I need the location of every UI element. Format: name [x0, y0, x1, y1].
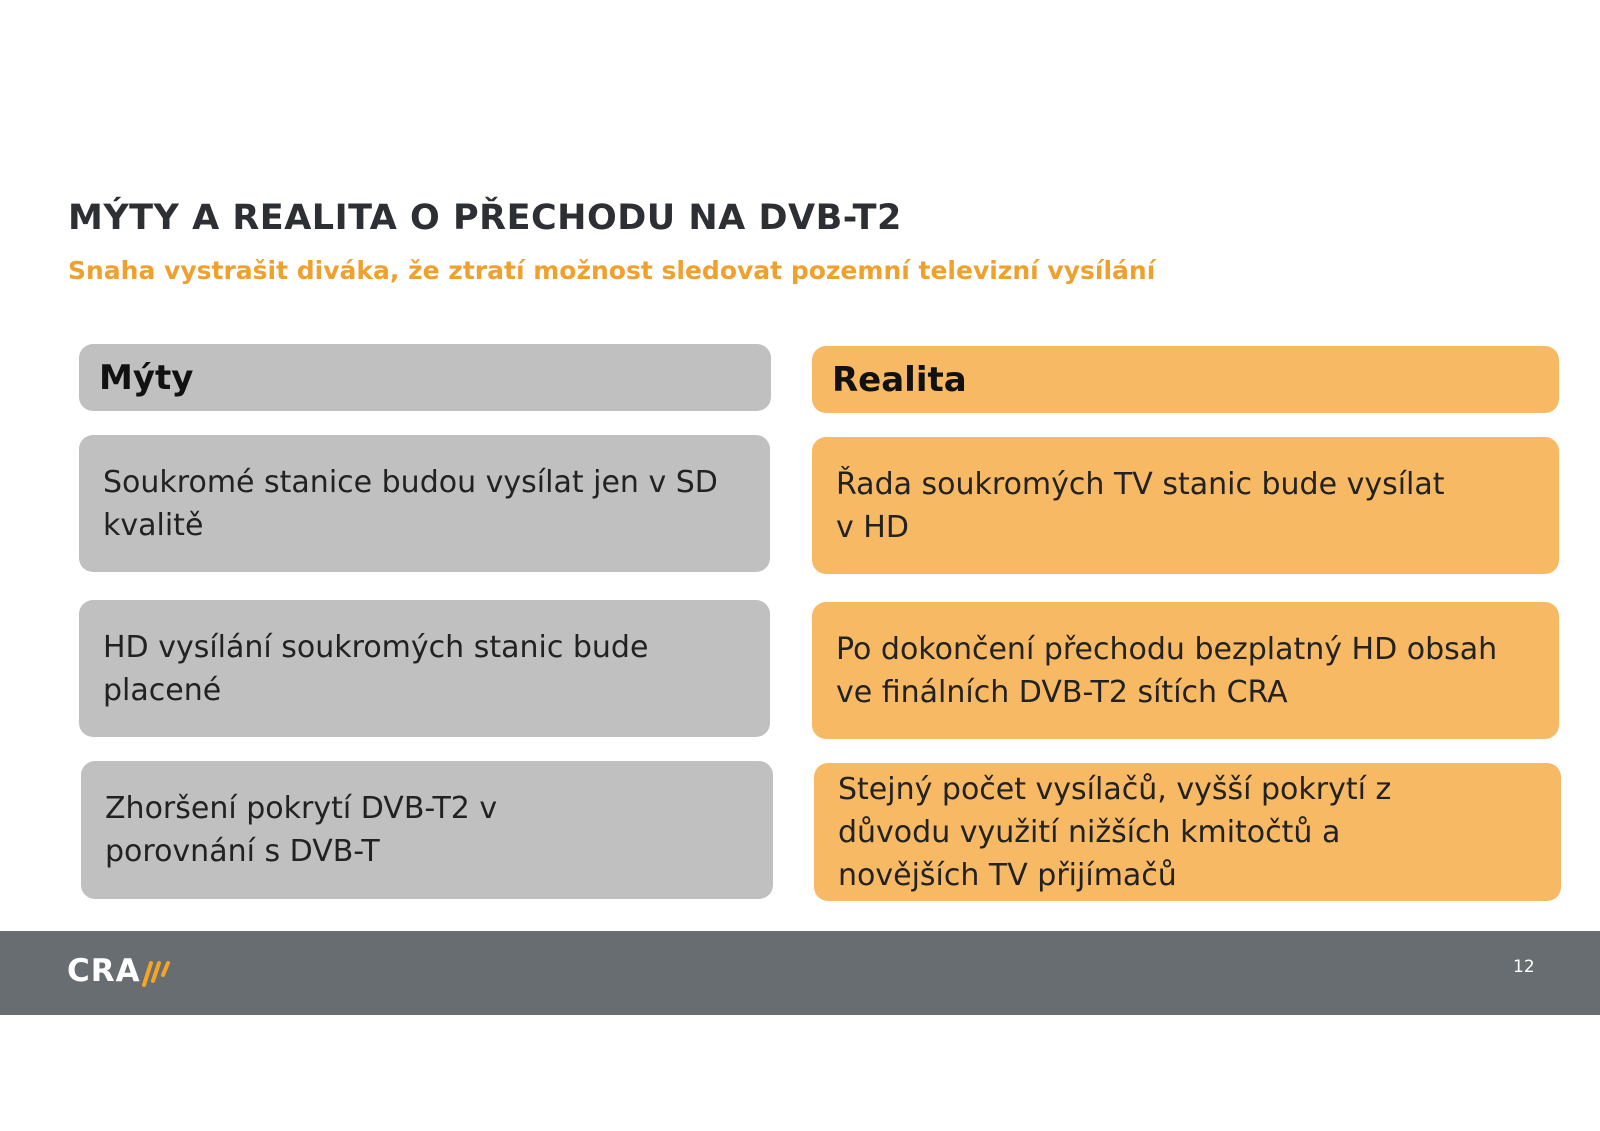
slide-subtitle: Snaha vystrašit diváka, že ztratí možnost sledovat pozemní televizní vysílání — [68, 256, 1156, 285]
reality-text: Řada soukromých TV stanic bude vysílat v HD — [836, 466, 1445, 545]
slide-title: MÝTY A REALITA O PŘECHODU NA DVB-T2 — [68, 198, 902, 238]
myth-text: Zhoršení pokrytí DVB-T2 v porovnání s DVB-T — [105, 791, 498, 869]
logo-signal-icon — [141, 955, 175, 987]
myth-text: HD vysílání soukromých stanic bude placené — [103, 629, 649, 708]
myth-item — [81, 761, 773, 899]
reality-item — [814, 763, 1561, 901]
reality-text: Po dokončení přechodu bezplatný HD obsah ve finálních DVB-T2 sítích CRA — [836, 631, 1498, 710]
logo-text: CRA — [67, 953, 141, 989]
reality-text: Stejný počet vysílačů, vyšší pokrytí z důvodu využití nižších kmitočtů a novějších TV přijímačů — [838, 771, 1392, 893]
myth-text: Soukromé stanice budou vysílat jen v SD kvalitě — [103, 464, 718, 543]
reality-header: Realita — [812, 346, 1559, 413]
reality-item — [812, 437, 1559, 574]
myth-item — [79, 600, 770, 737]
footer-bar — [0, 931, 1600, 1015]
myths-header: Mýty — [79, 344, 771, 411]
cra-logo — [67, 953, 175, 989]
page-number: 12 — [1513, 957, 1535, 977]
reality-item — [812, 602, 1559, 739]
myth-item — [79, 435, 770, 572]
